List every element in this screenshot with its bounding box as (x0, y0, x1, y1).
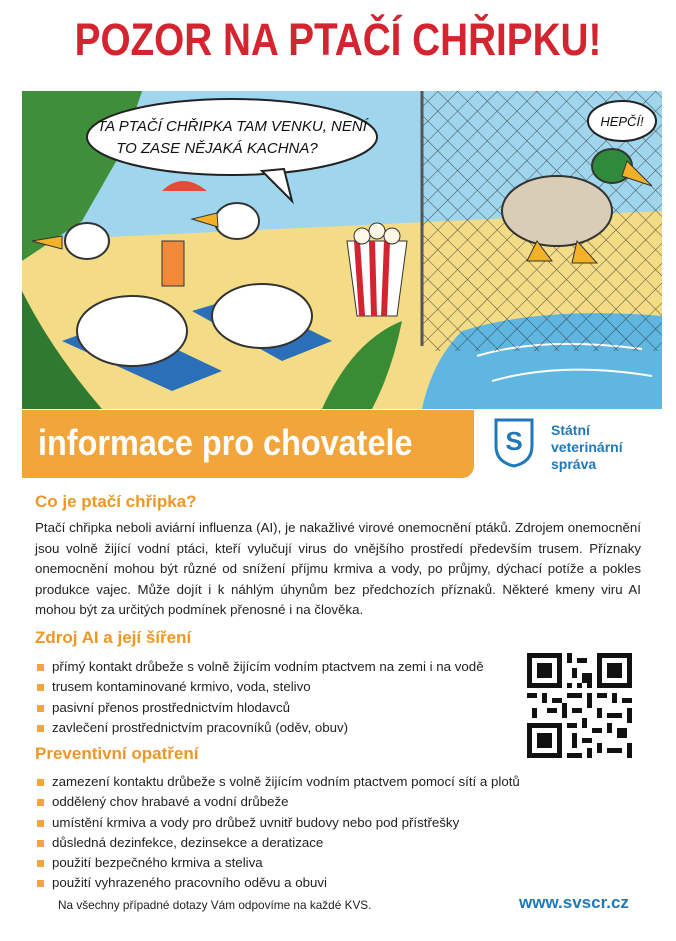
speech-main-line1: TA PTAČÍ CHŘIPKA TAM VENKU, NENÍ (97, 118, 367, 135)
speech-main-line2: TO ZASE NĚJAKÁ KACHNA? (116, 140, 318, 157)
section3-heading: Preventivní opatření (35, 744, 199, 763)
list-item: trusem kontaminované krmivo, voda, stelivo (37, 677, 517, 697)
website-link[interactable]: www.svscr.cz (519, 893, 629, 912)
section2-heading: Zdroj AI a její šíření (35, 628, 192, 647)
svs-logo-icon (494, 418, 534, 468)
list-item: umístění krmiva a vody pro drůbež uvnitř budovy nebo pod přístřešky (37, 813, 637, 833)
section2-list (37, 657, 517, 738)
banner-text: informace pro chovatele (38, 422, 413, 463)
list-item: důsledná dezinfekce, dezinsekce a deratizace (37, 833, 637, 853)
org-line1: Státní (551, 422, 590, 438)
list-item: použití vyhrazeného pracovního oděvu a obuvi (37, 873, 637, 893)
speech-duck: HEPČÍ! (600, 114, 644, 129)
list-item: oddělený chov hrabavé a vodní drůbeže (37, 792, 637, 812)
cartoon-illustration (22, 91, 662, 409)
qr-code-icon[interactable] (527, 653, 632, 758)
list-item: pasivní přenos prostřednictvím hlodavců (37, 698, 517, 718)
svg-text:S: S (505, 426, 523, 456)
list-item: zavlečení prostřednictvím pracovníků (oděv, obuv) (37, 718, 517, 738)
section1-heading: Co je ptačí chřipka? (35, 492, 197, 511)
page-title: POZOR NA PTAČÍ CHŘIPKU! (74, 14, 602, 65)
list-item: přímý kontakt drůbeže s volně žijícím vodním ptactvem na zemi i na vodě (37, 657, 517, 677)
list-item: zamezení kontaktu drůbeže s volně žijícím vodním ptactvem pomocí sítí a plotů (37, 772, 637, 792)
footer-note: Na všechny případné dotazy Vám odpovíme na každé KVS. (58, 898, 372, 912)
org-line2: veterinární (551, 439, 623, 455)
section1-paragraph: Ptačí chřipka neboli aviární influenza (AI), je nakažlivé virové onemocnění ptáků. Zdrojem onemocnění jsou volně žijící vodní ptáci, kteří vylučují virus do vnějšího prostředí především trusem. Příznaky onemocnění mohou být různé od snížení příjmu krmiva a vody, po průjmy, dýchací potíže a pokles produkce vajec. Může dojít i k náhlým úhynům bez předchozích příznaků. Některé kmeny viru AI mohou být za určitých podmínek přenosné i na člověka. (35, 520, 641, 617)
org-line3: správa (551, 456, 597, 472)
list-item: použití bezpečného krmiva a steliva (37, 853, 637, 873)
section3-list (37, 772, 637, 894)
org-name (551, 422, 623, 473)
